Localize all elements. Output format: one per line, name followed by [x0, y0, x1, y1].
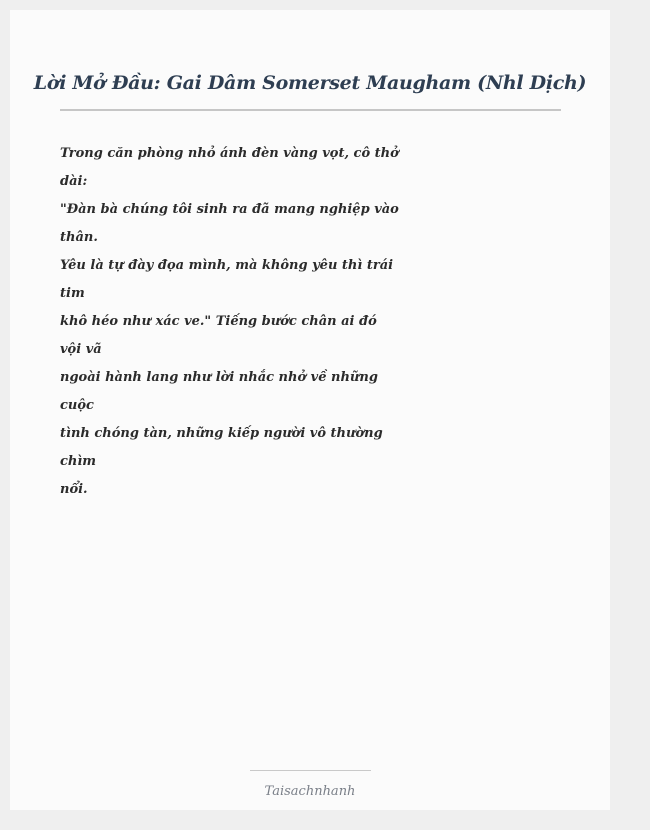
text-line: dài:	[60, 174, 88, 189]
text-line: cuộc	[60, 398, 94, 413]
text-line: khô héo như xác ve." Tiếng bước chân ai đó	[60, 314, 377, 329]
document-page	[10, 10, 610, 810]
text-line: thân.	[60, 230, 98, 245]
text-line: Trong căn phòng nhỏ ánh đèn vàng vọt, cô thở	[60, 146, 399, 161]
page-title: Lời Mở Đầu: Gai Dâm Somerset Maugham (Nhl Dịch)	[33, 72, 587, 94]
text-line: nổi.	[60, 482, 88, 497]
body-text	[60, 140, 399, 504]
text-line: tình chóng tàn, những kiếp người vô thường	[60, 426, 383, 441]
text-line: "Đàn bà chúng tôi sinh ra đã mang nghiệp vào	[60, 202, 399, 217]
text-line: vội vã	[60, 342, 102, 357]
text-line: ngoài hành lang như lời nhắc nhở về những	[60, 370, 378, 385]
text-line: chìm	[60, 454, 97, 469]
footer-divider	[250, 770, 371, 771]
text-line: Yêu là tự đày đọa mình, mà không yêu thì trái	[60, 258, 394, 273]
title-divider	[60, 109, 561, 111]
text-line: tim	[60, 286, 85, 301]
footer-site-name: Taisachnhanh	[264, 784, 356, 799]
